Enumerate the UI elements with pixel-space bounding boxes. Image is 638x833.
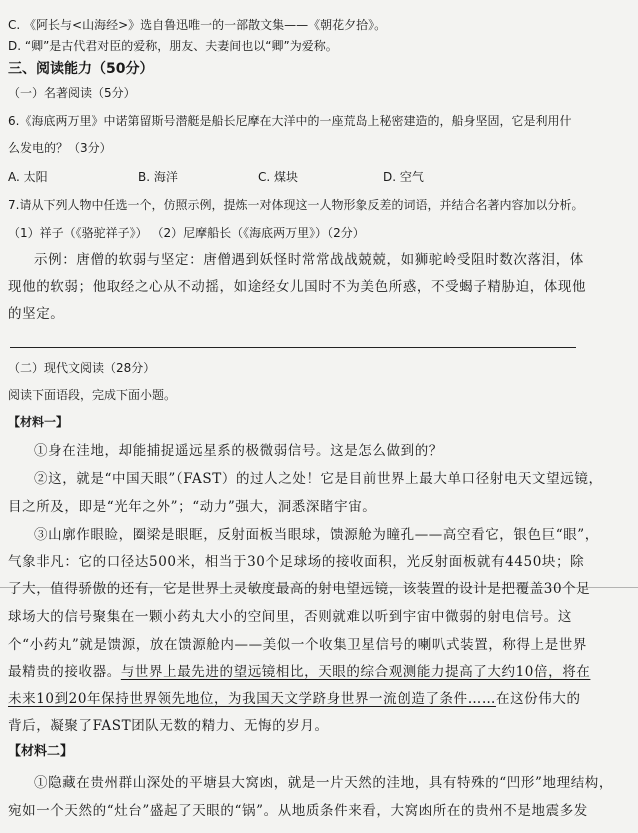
paper-fold-line: [0, 587, 638, 588]
material-one-para-2-line-2: 目之所及，即是“光年之外”；“动力”强大，洞悉深睹宇宙。: [8, 499, 377, 515]
question-7-choices: （1）祥子（《骆驼祥子》） （2）尼摩船长（《海底两万里》）（2分）: [8, 226, 365, 240]
underlined-sentence-part-2: 未来10到20年保持世界领先地位，为我国天文学跻身世界一流创造了条件……: [8, 691, 496, 707]
material-one-para-3-line-5: 个“小药丸”就是馈源，放在馈源舱内——美似一个收集卫星信号的喇叭式装置，称得上是世界: [8, 637, 588, 653]
question-6-line-1: 6.《海底两万里》中诺第留斯号潜艇是船长尼摩在大洋中的一座荒岛上秘密建造的，船身坚固，它是利用什: [8, 114, 572, 128]
plain-text-segment: 在这份伟大的: [495, 691, 581, 707]
material-one-heading: 【材料一】: [8, 415, 69, 429]
option-c: C. 煤块: [258, 170, 299, 184]
example-line-3: 的坚定。: [8, 306, 65, 322]
material-one-para-3-line-8: 背后，凝聚了FAST团队无数的精力、无悔的岁月。: [8, 718, 329, 734]
question-7-line: 7.请从下列人物中任选一个，仿照示例，提炼一对体现这一人物形象反差的词语，并结合名著内容加以分析。: [8, 198, 584, 212]
option-a: A. 太阳: [8, 170, 48, 184]
option-d: D. 空气: [383, 170, 424, 184]
reading-instruction: 阅读下面语段，完成下面小题。: [8, 388, 177, 402]
answer-rule-line: [10, 347, 576, 348]
plain-text-segment: 最精贵的接收器。: [8, 664, 121, 680]
option-c-line: C. 《阿长与<山海经>》选自鲁迅唯一的一部散文集——《朝花夕拾》。: [8, 18, 387, 32]
material-one-para-3-line-3: 了大，值得骄傲的还有，它是世界上灵敏度最高的射电望远镜，该装置的设计是把覆盖30个足: [8, 581, 591, 597]
material-one-para-3-line-2: 气象非凡：它的口径达500米，相当于30个足球场的接收面积，光反射面板就有4450块；除: [8, 554, 585, 570]
material-two-para-1-line-1: ①隐藏在贵州群山深处的平塘县大窝凼，就是一片天然的洼地，具有特殊的“凹形”地理结构，: [34, 775, 614, 791]
material-one-para-1: ①身在洼地，却能捕捉遥远星系的极微弱信号。这是怎么做到的？: [34, 443, 443, 459]
underlined-sentence-part-1: 与世界上最先进的望远镜相比，天眼的综合观测能力提高了大约10倍，将在: [120, 664, 591, 680]
example-line-1: 示例：唐僧的软弱与坚定：唐僧遇到妖怪时常常战战兢兢，如狮驼岭受阻时数次落泪，体: [34, 252, 584, 268]
material-two-para-1-line-2: 宛如一个天然的“灶台”盛起了天眼的“锅”。从地质条件来看，大窝凼所在的贵州不是地震多发: [8, 803, 588, 819]
material-one-para-3-line-1: ③山廓作眼睑，圈梁是眼眶，反射面板当眼球，馈源舱为瞳孔——高空看它，银色巨“眼”，: [34, 527, 599, 543]
question-6-options: [8, 169, 630, 185]
material-one-para-2-line-1: ②这，就是“中国天眼”（FAST）的过人之处！它是目前世界上最大单口径射电天文望远镜，: [34, 471, 603, 487]
question-6-line-2: 么发电的？（3分）: [8, 141, 112, 155]
section-three-title: 三、阅读能力（50分）: [8, 61, 154, 77]
material-two-heading: 【材料二】: [8, 744, 74, 759]
subsection-classic-reading: （一）名著阅读（5分）: [8, 86, 136, 100]
material-one-para-3-line-6: [8, 663, 630, 681]
material-one-para-3-line-4: 球场大的信号聚集在一颗小药丸大小的空间里，否则就难以听到宇宙中微弱的射电信号。这: [8, 609, 572, 625]
example-line-2: 现他的软弱；他取经之心从不动摇，如途经女儿国时不为美色所惑，不受蝎子精胁迫，体现他: [8, 279, 587, 295]
material-one-para-3-line-7: [8, 690, 630, 708]
option-b: B. 海洋: [138, 170, 178, 184]
subsection-modern-reading: （二）现代文阅读（28分）: [8, 361, 156, 375]
option-d-line: D. “卿”是古代君对臣的爱称，朋友、夫妻间也以“卿”为爱称。: [8, 39, 338, 53]
